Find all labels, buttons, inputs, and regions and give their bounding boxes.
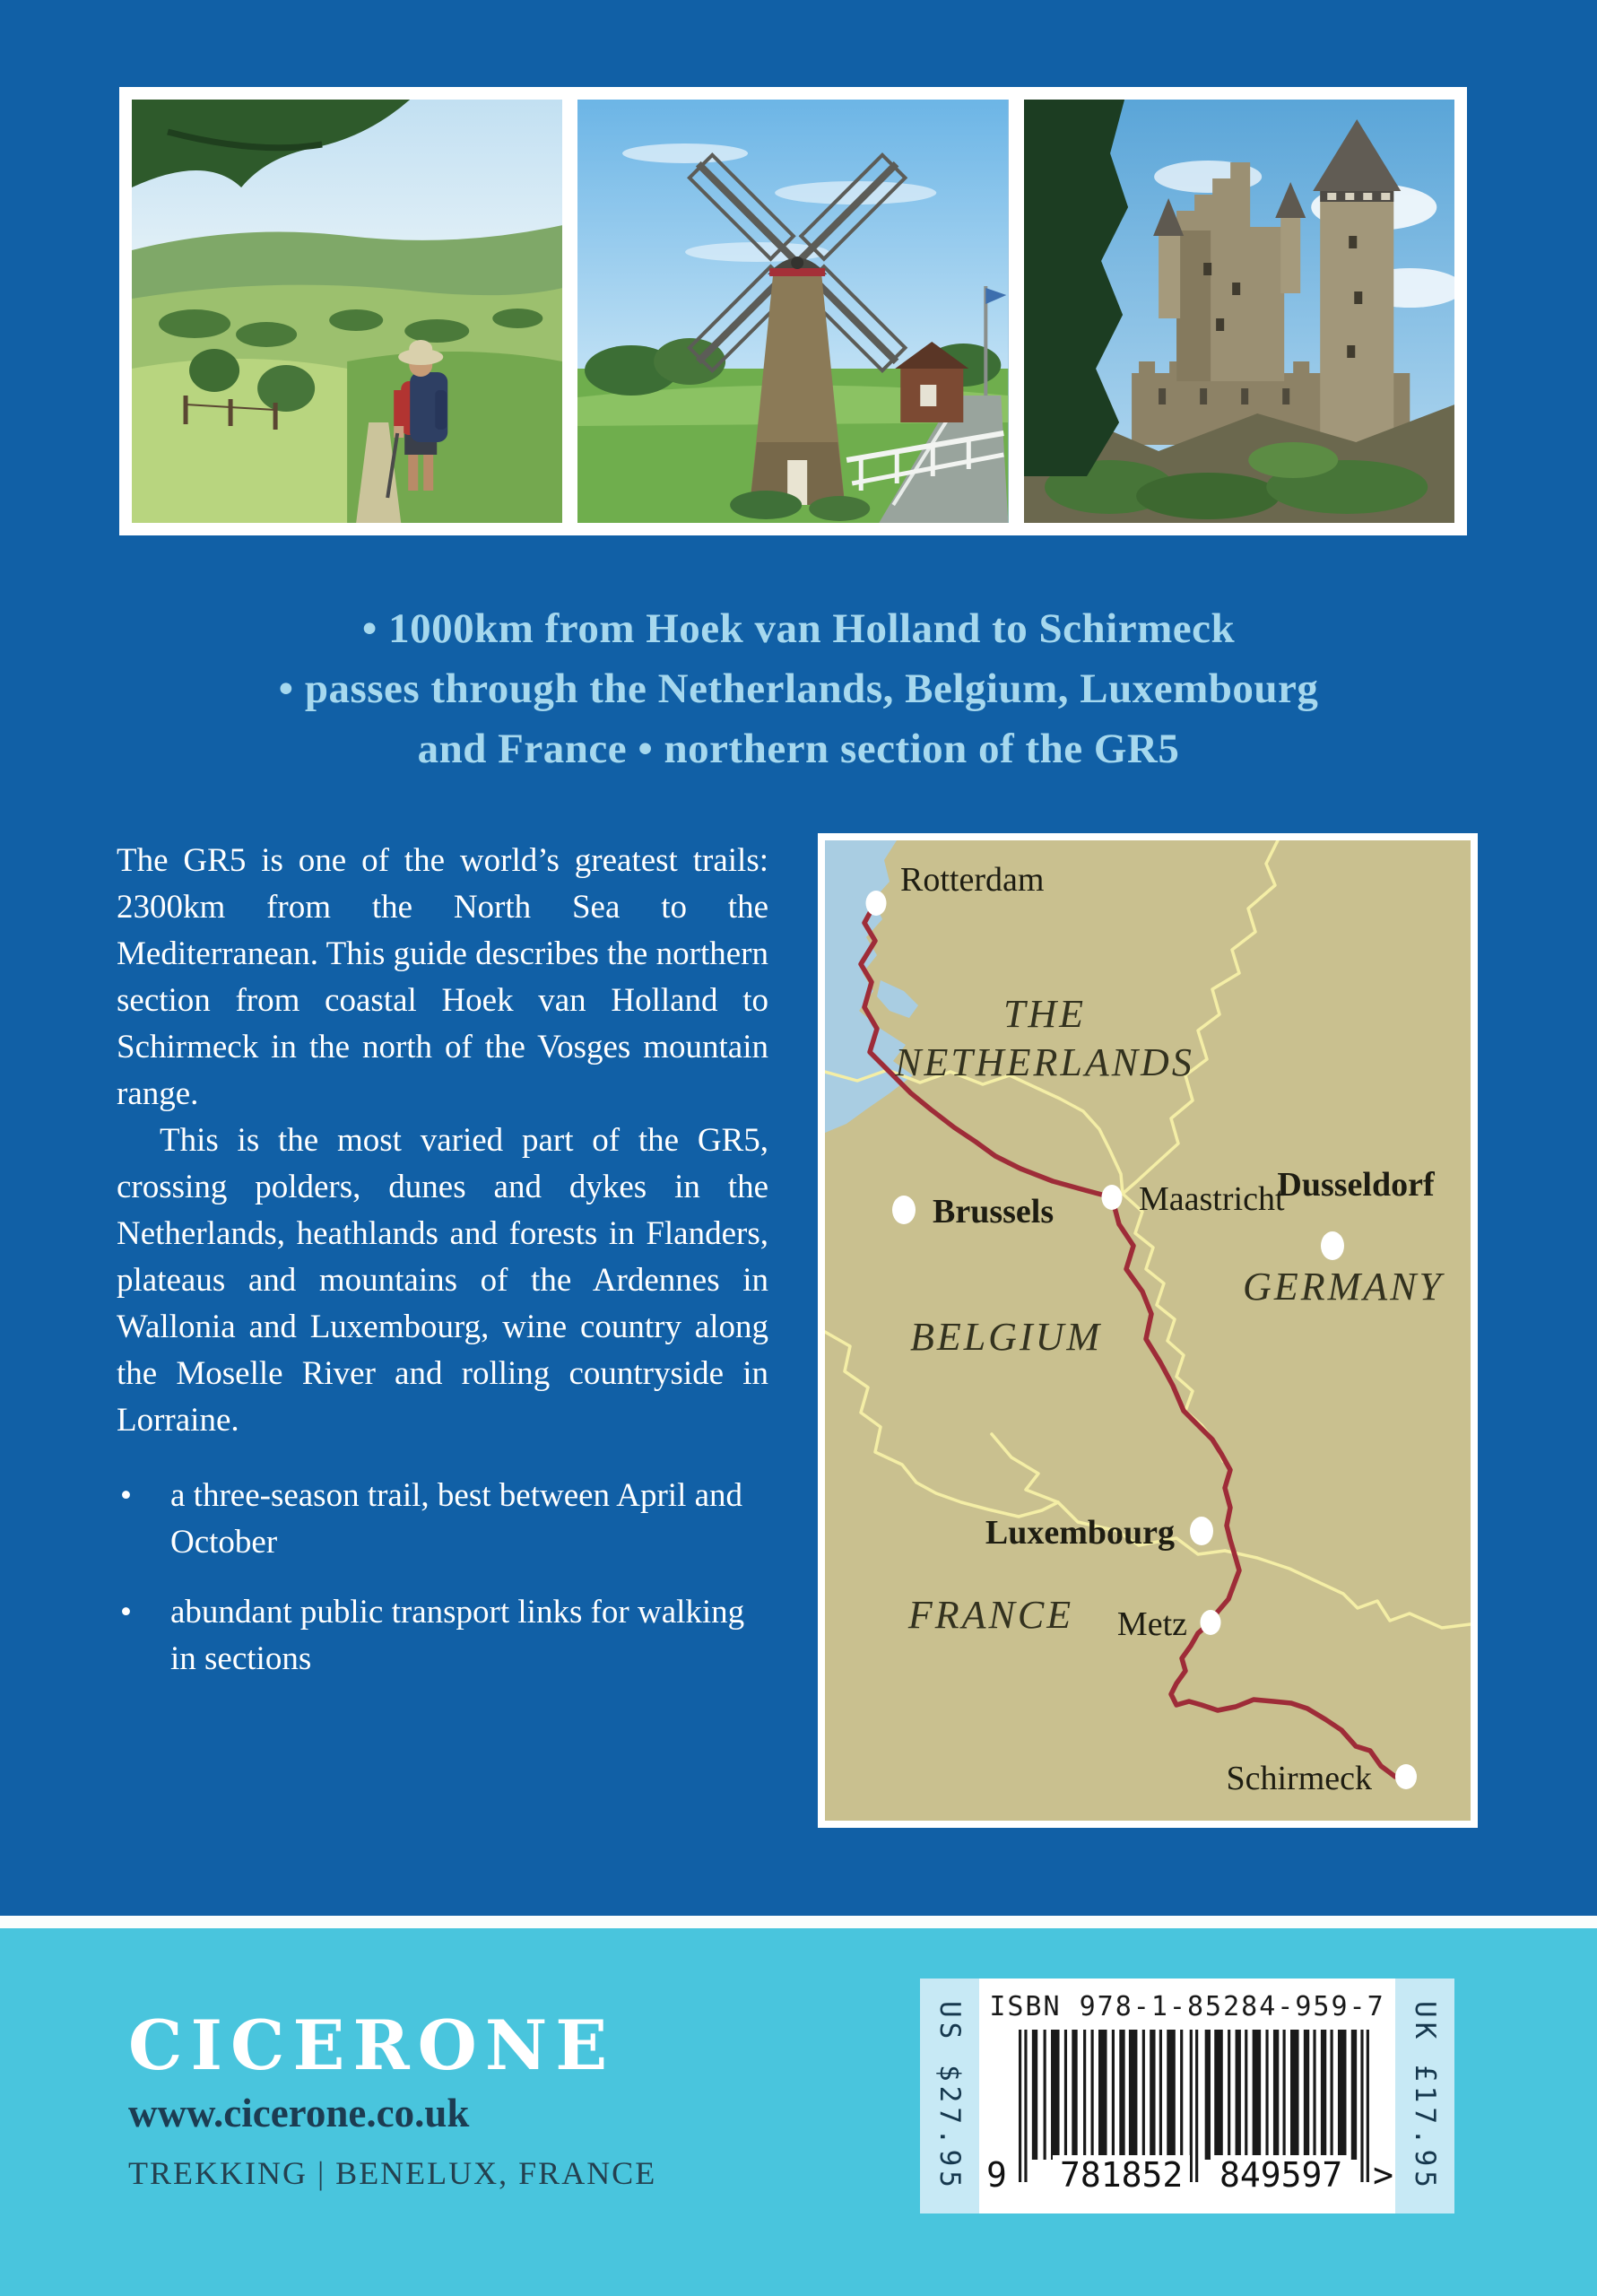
city-dot [1321,1231,1344,1260]
country-label-belgium: BELGIUM [909,1315,1103,1359]
headline-line-2: • passes through the Netherlands, Belgium, Luxembourg [278,665,1319,712]
photo-windmill [577,100,1008,523]
footer-divider [0,1916,1597,1928]
barcode-block [920,1979,1454,2213]
city-label: Rotterdam [900,861,1045,899]
country-label-germany: GERMANY [1243,1265,1444,1309]
headline-line-1: • 1000km from Hoek van Holland to Schirmeck [361,605,1236,652]
price-strip-us [920,1979,979,2213]
feature-bullets [117,1473,768,1683]
description-paragraph-2: This is the most varied part of the GR5, crossing polders, dunes and dykes in the Netherlands, heathlands and forests in Flanders, plateaus and mountains of the Ardennes in Wallonia and Luxembourg, wine country along the Moselle River and rolling countryside in Lorraine. [117,1122,768,1439]
city-label: Schirmeck [1226,1760,1372,1797]
bullet-text: abundant public transport links for walking in sections [170,1594,745,1677]
bullet-marker: • [120,1477,132,1514]
bullet-text: a three-season trail, best between April and October [170,1477,743,1561]
isbn-label: ISBN 978-1-85284-959-7 [989,1991,1385,2022]
city-dot [1190,1517,1213,1545]
series-category: TREKKING | BENELUX, FRANCE [128,2155,657,2191]
headline-line-3: and France • northern section of the GR5 [417,726,1180,772]
barcode-end-mark: > [1373,2155,1393,2195]
city-dot [866,891,887,916]
price-us: US $27.95 [933,2000,966,2192]
city-label: Metz [1116,1605,1187,1643]
barcode-panel [979,1979,1395,2213]
barcode-digits [986,2153,1393,2195]
city-dot [1201,1610,1221,1635]
photo-strip [119,87,1467,535]
city-dot [1395,1764,1417,1789]
city-dot [1102,1185,1123,1210]
city-dot [892,1196,916,1224]
city-label: Brussels [933,1193,1055,1231]
city-label: Dusseldorf [1277,1166,1435,1204]
country-label-the: THE [1002,992,1087,1036]
barcode-digit-group-1: 781852 [1053,2155,1190,2195]
city-label: Maastricht [1139,1180,1285,1218]
price-strip-uk [1395,1979,1454,2213]
country-label-france: FRANCE [907,1593,1074,1637]
hiker-photo-illustration [132,100,562,523]
barcode-digit-lead: 9 [986,2155,1007,2195]
cicerone-logo: CICERONE [128,2005,616,2085]
description-paragraph-1: The GR5 is one of the world’s greatest trails: 2300km from the North Sea to the Mediterranean. This guide describes the northern section from coastal Hoek van Holland to Schirmeck in the north of the Vosges mountain range. [117,842,768,1112]
barcode-digit-group-2: 849597 [1212,2155,1350,2195]
description-copy [117,838,768,1706]
route-map-illustration [825,840,1471,1821]
price-uk: UK £17.95 [1409,2000,1441,2192]
city-label: Luxembourg [985,1514,1175,1552]
route-map [818,833,1478,1828]
headline [81,599,1516,779]
photo-hiker-countryside [132,100,562,523]
bullet-marker: • [120,1594,132,1631]
castle-photo-illustration [1024,100,1454,523]
feature-bullet-2 [117,1589,768,1683]
country-label-netherlands: NETHERLANDS [895,1040,1194,1084]
photo-castle [1024,100,1454,523]
barcode-bars [986,2030,1393,2195]
feature-bullet-1 [117,1473,768,1566]
publisher-website: www.cicerone.co.uk [128,2091,470,2135]
windmill-photo-illustration [577,100,1008,523]
